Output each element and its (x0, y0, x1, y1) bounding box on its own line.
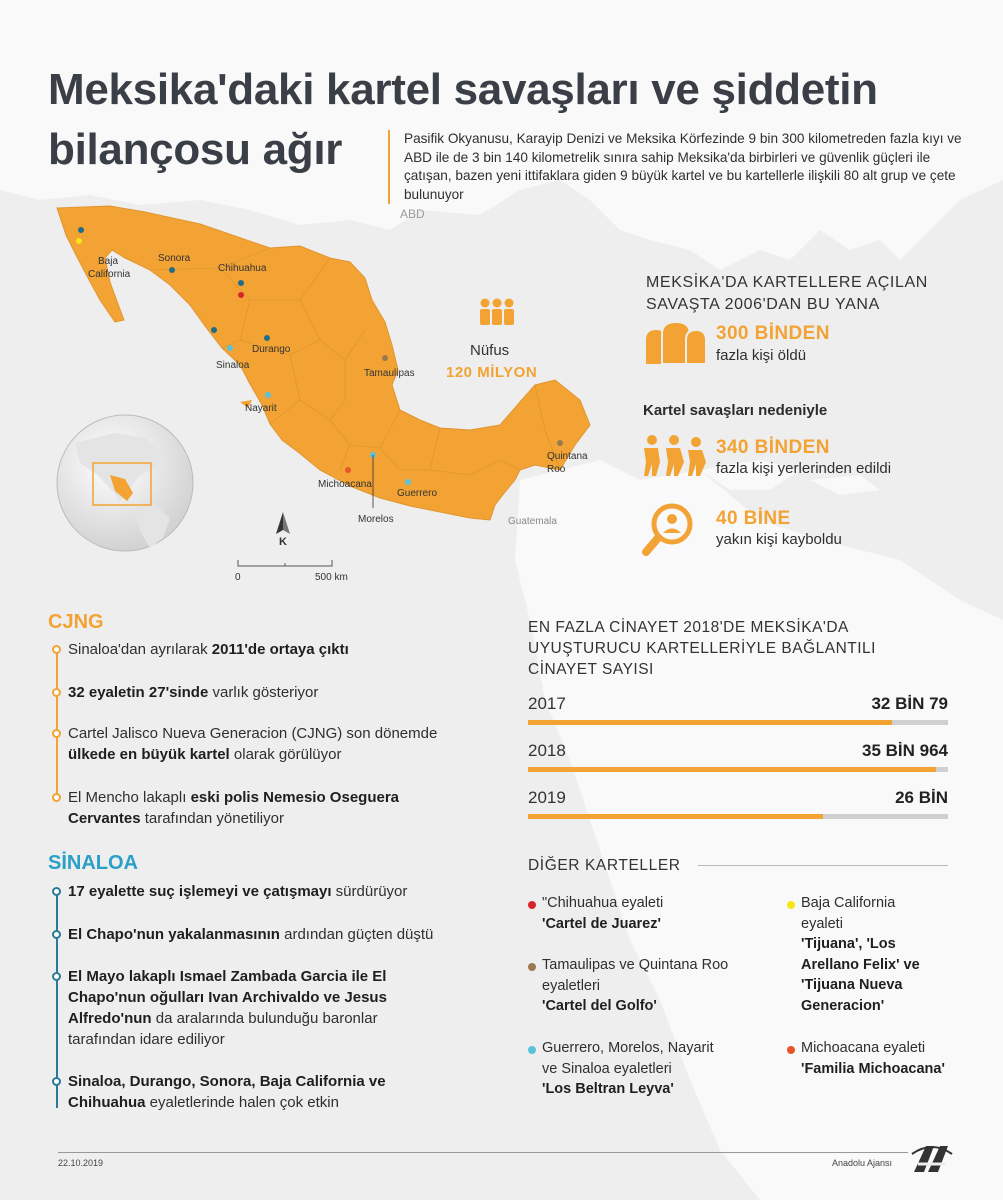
map-label-tamaulipas: Tamaulipas (364, 368, 415, 379)
sinaloa-bullet-4: Sinaloa, Durango, Sonora, Baja California ve Chihuahua eyaletlerinde halen çok etkin (68, 1073, 386, 1111)
chart-year-2019: 2019 (528, 788, 566, 807)
intro-text: Pasifik Okyanusu, Karayip Denizi ve Meksika Körfezinde 9 bin 300 kilometreden fazla kıyı ve ABD ile de 3 bin 140 kilometrelik sınıra sahip Meksika'da birbirleri ve güvenlik güçleri ile çatışan, bazen yeni ittifaklara giden 9 büyük kartel ve bu kartellerle ilişkili 80 alt grup ve çete bulunuyor (388, 130, 964, 204)
sinaloa-bullet-2: El Chapo'nun yakalanmasının ardından güçten düştü (68, 926, 434, 943)
map-label-morelos: Morelos (358, 514, 394, 525)
chart-bar-2017 (528, 720, 892, 725)
chart-title: EN FAZLA CİNAYET 2018'DE MEKSİKA'DA UYUŞTURUCU KARTELLERİYLE BAĞLANTILI CİNAYET SAYISI (528, 619, 876, 678)
map-label-michoacana: Michoacana (318, 479, 372, 490)
magnifier-person-icon (640, 500, 700, 560)
cjng-bullet-1: Sinaloa'dan ayrılarak 2011'de ortaya çıktı (68, 641, 349, 658)
cjng-timeline (56, 648, 58, 800)
cjng-dot-3 (52, 729, 61, 738)
cartel-dot-golfo (528, 963, 536, 971)
cartel-familia: Michoacana eyaleti 'Familia Michoacana' (801, 1040, 945, 1077)
map-label-chihuahua: Chihuahua (218, 263, 267, 274)
footer-agency: Anadolu Ajansı (832, 1158, 893, 1168)
aa-logo-icon (910, 1140, 955, 1175)
cartel-tijuana: Baja California eyaleti 'Tijuana', 'Los Arellano Felix' ve 'Tijuana Nueva Generacion' (801, 895, 920, 1014)
chart-year-2017: 2017 (528, 694, 566, 713)
scale-km: 500 km (315, 572, 348, 583)
map-label-sinaloa: Sinaloa (216, 360, 250, 371)
missing-text: yakın kişi kayboldu (716, 531, 842, 548)
cartel-dot-tijuana (787, 901, 795, 909)
cartel-dot-juarez (528, 901, 536, 909)
chart-year-2018: 2018 (528, 741, 566, 760)
north-arrow-icon (276, 512, 290, 534)
chart-bar-2018 (528, 767, 936, 772)
stats-heading: MEKSİKA'DA KARTELLERE AÇILAN SAVAŞTA 2006'DAN BU YANA (646, 274, 928, 313)
sinaloa-bullet-1: 17 eyalette suç işlemeyi ve çatışmayı sürdürüyor (68, 883, 408, 900)
cjng-dot-1 (52, 645, 61, 654)
sinaloa-bullet-3: El Mayo lakaplı Ismael Zambada Garcia ile El Chapo'nun oğulları Ivan Archivaldo ve Jesus Alfredo'nun da aralarında bulunduğu baronlar tarafından idare ediliyor (68, 968, 387, 1048)
scale-zero: 0 (235, 572, 241, 583)
map-label-sonora: Sonora (158, 253, 191, 264)
abd-label: ABD (400, 207, 425, 221)
globe-locator (55, 413, 195, 553)
map-label-quintana: Quintana Roo (547, 451, 588, 475)
missing-value: 40 BİNE (716, 508, 791, 529)
sinaloa-dot-3 (52, 972, 61, 981)
cjng-dot-4 (52, 793, 61, 802)
population-value: 120 MİLYON (446, 364, 538, 381)
cartel-beltran: Guerrero, Morelos, Nayarit ve Sinaloa eyaletleri 'Los Beltran Leyva' (542, 1040, 714, 1097)
displaced-text: fazla kişi yerlerinden edildi (716, 460, 892, 477)
map-label-durango: Durango (252, 344, 291, 355)
sinaloa-dot-2 (52, 930, 61, 939)
page-title: Meksika'daki kartel savaşları ve şiddetin bilançosu ağır (48, 65, 878, 174)
cartel-dot-familia (787, 1046, 795, 1054)
map-label-guerrero: Guerrero (397, 488, 438, 499)
footer-divider (58, 1152, 908, 1153)
sinaloa-dot-4 (52, 1077, 61, 1086)
population-icon (480, 299, 514, 326)
gravestone-icon (640, 320, 710, 366)
dead-value: 300 BİNDEN (716, 323, 830, 344)
cjng-bullet-3: Cartel Jalisco Nueva Generacion (CJNG) son dönemde ülkede en büyük kartel olarak görülüyor (68, 725, 438, 763)
displaced-value: 340 BİNDEN (716, 437, 830, 458)
cjng-bullet-2: 32 eyaletin 27'sinde varlık gösteriyor (68, 684, 319, 701)
sinaloa-title: SİNALOA (48, 852, 138, 874)
sinaloa-timeline (56, 890, 58, 1108)
north-label: K (279, 536, 287, 548)
kartel-heading: Kartel savaşları nedeniyle (643, 402, 828, 419)
cartel-dot-beltran (528, 1046, 536, 1054)
map-label-baja: Baja California (88, 256, 131, 280)
footer-date: 22.10.2019 (58, 1158, 104, 1168)
map-label-nayarit: Nayarit (245, 403, 277, 414)
chart-value-label-2017: 32 BİN 79 (871, 694, 948, 713)
cjng-title: CJNG (48, 611, 104, 633)
chart-value-label-2018: 35 BİN 964 (862, 741, 948, 760)
chart-bar-2019 (528, 814, 823, 819)
cjng-bullet-4: El Mencho lakaplı eski polis Nemesio Oseguera Cervantes tarafından yönetiliyor (68, 789, 400, 827)
other-cartels-heading: DİĞER KARTELLER (528, 857, 681, 874)
other-cartels-divider (698, 865, 948, 866)
population-label: Nüfus (470, 342, 510, 359)
map-label-guatemala: Guatemala (508, 516, 557, 527)
cartel-golfo: Tamaulipas ve Quintana Roo eyaletleri 'Cartel del Golfo' (542, 957, 729, 1014)
cartel-juarez: "Chihuahua eyaleti 'Cartel de Juarez' (542, 895, 664, 932)
chart-value-label-2019: 26 BİN (895, 788, 948, 807)
sinaloa-dot-1 (52, 887, 61, 896)
dead-text: fazla kişi öldü (716, 347, 807, 364)
cjng-dot-2 (52, 688, 61, 697)
displaced-people-icon (640, 432, 710, 478)
